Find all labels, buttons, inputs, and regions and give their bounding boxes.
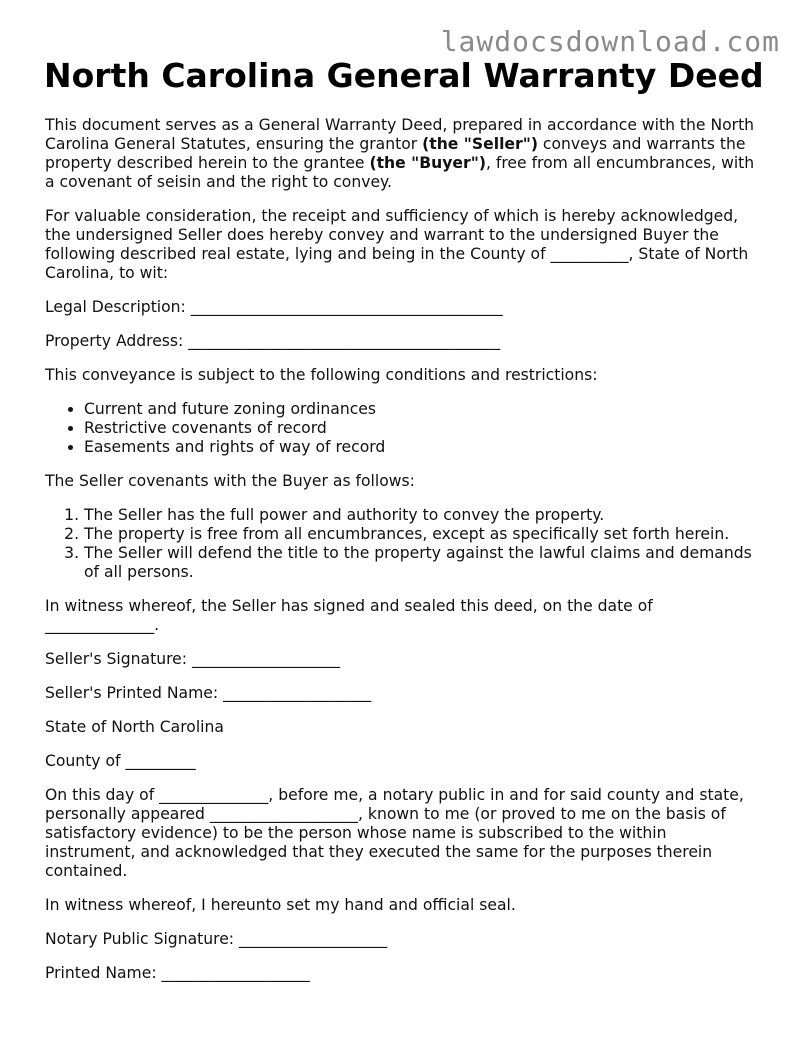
condition-item: • Current and future zoning ordinances — [84, 400, 761, 419]
seller-term: (the "Seller") — [422, 135, 538, 153]
page-title: North Carolina General Warranty Deed — [44, 56, 764, 95]
condition-item: • Easements and rights of way of record — [84, 438, 761, 457]
intro-text-3: , free from all encumbrances, with a covenant of seisin and the right to convey. — [45, 154, 755, 191]
covenants-intro: The Seller covenants with the Buyer as follows: — [45, 472, 415, 490]
covenant-item: 3. The Seller will defend the title to the property against the lawful claims and demands of all persons. — [84, 544, 761, 582]
covenant-item: 1. The Seller has the full power and authority to convey the property. — [84, 506, 761, 525]
conditions-list — [45, 400, 761, 457]
legal-description-field: Legal Description: ________________________________________ — [45, 298, 503, 316]
notary-signature-field: Notary Public Signature: ___________________ — [45, 930, 388, 948]
seller-signature-field: Seller's Signature: ___________________ — [45, 650, 341, 668]
conditions-intro: This conveyance is subject to the following conditions and restrictions: — [45, 366, 598, 384]
seller-printed-name-field: Seller's Printed Name: ___________________ — [45, 684, 372, 702]
buyer-term: (the "Buyer") — [369, 154, 486, 172]
notary-acknowledgment: On this day of ______________, before me, a notary public in and for said county and state, personally appeared ___________________, known to me (or proved to me on the basis of satisfactory evidence) to be the person whose name is subscribed to the within instrument, and acknowledged that they executed the same for the purposes therein contained. — [45, 786, 744, 880]
condition-item: • Restrictive covenants of record — [84, 419, 761, 438]
intro-text-1: This document serves as a General Warranty Deed, prepared in accordance with the North Carolina General Statutes, ensuring the grantor — [45, 116, 755, 153]
site-watermark: lawdocsdownload.com — [440, 25, 780, 58]
seller-witness-clause: In witness whereof, the Seller has signed and sealed this deed, on the date of ______________. — [45, 597, 653, 634]
notary-witness-clause: In witness whereof, I hereunto set my hand and official seal. — [45, 896, 516, 914]
printed-name-field: Printed Name: ___________________ — [45, 964, 310, 982]
property-address-field: Property Address: ________________________________________ — [45, 332, 501, 350]
consideration-paragraph: For valuable consideration, the receipt and sufficiency of which is hereby acknowledged, the undersigned Seller does hereby convey and warrant to the undersigned Buyer the following described real estate, lying and being in the County of __________, State of North Carolina, to wit: — [45, 207, 749, 282]
county-field: County of _________ — [45, 752, 196, 770]
state-line: State of North Carolina — [45, 718, 224, 736]
covenant-item: 2. The property is free from all encumbrances, except as specifically set forth herein. — [84, 525, 761, 544]
covenants-list — [45, 506, 761, 582]
document-body — [45, 116, 761, 998]
intro-paragraph — [45, 116, 761, 192]
intro-text-2: conveys and warrants the property described herein to the grantee — [45, 135, 746, 172]
